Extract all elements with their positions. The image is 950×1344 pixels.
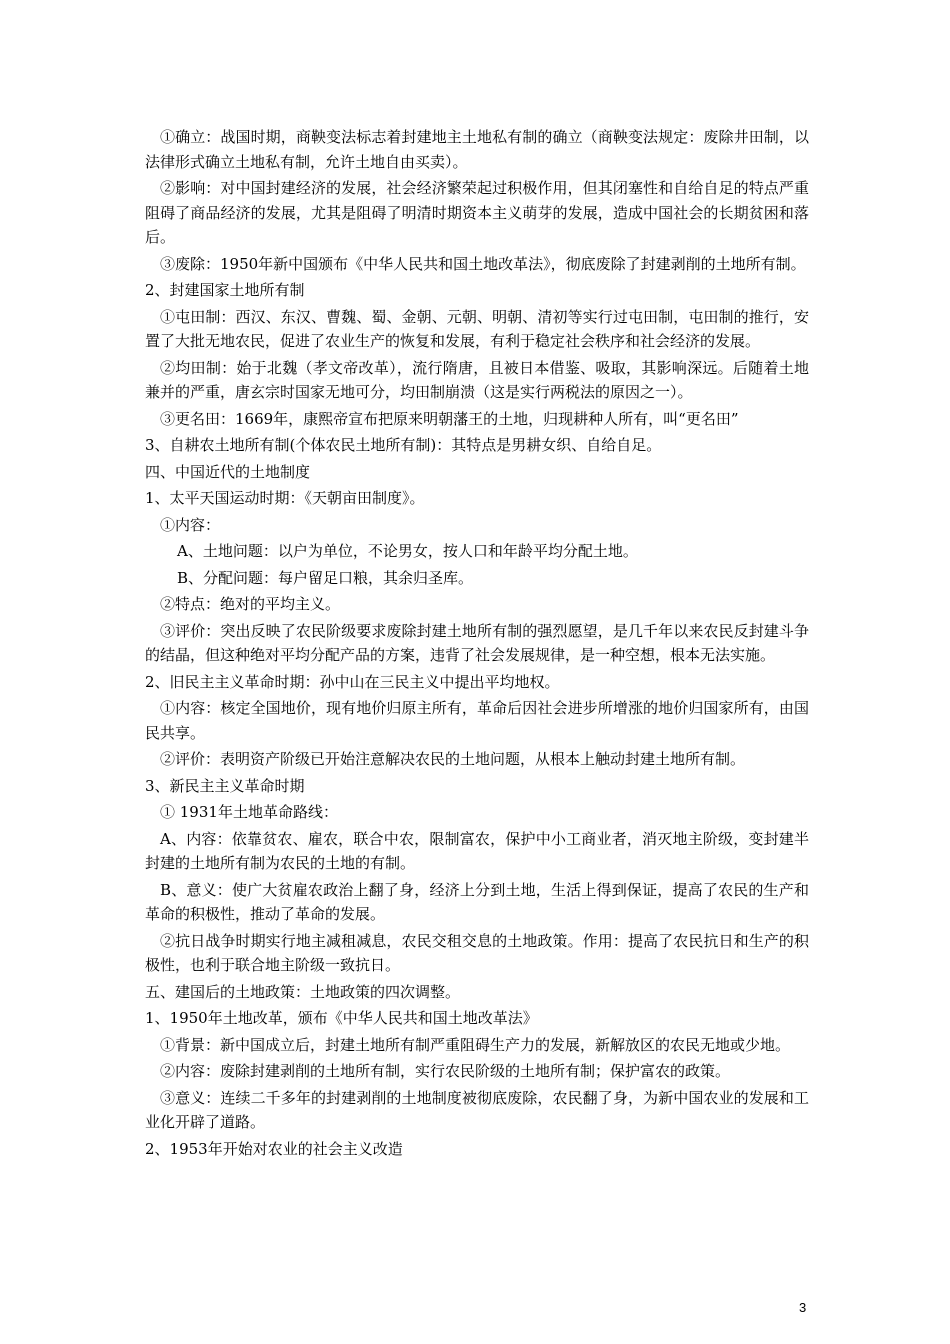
paragraph: ③意义：连续二千多年的封建剥削的土地制度被彻底废除，农民翻了身，为新中国农业的发展和工业化开辟了道路。 — [145, 1088, 809, 1131]
paragraph: ①背景：新中国成立后，封建土地所有制严重阻碍生产力的发展，新解放区的农民无地或少地。 — [160, 1035, 791, 1054]
paragraph: ②抗日战争时期实行地主减租减息，农民交租交息的土地政策。作用：提高了农民抗日和生产的积极性，也利于联合地主阶级一致抗日。 — [145, 931, 809, 974]
paragraph: ①内容： — [160, 515, 221, 534]
document-body — [145, 125, 809, 1163]
paragraph: 2、封建国家土地所有制 — [145, 281, 305, 299]
paragraph: A、土地问题：以户为单位，不论男女，按人口和年龄平均分配土地。 — [177, 542, 638, 560]
paragraph: ③废除：1950年新中国颁布《中华人民共和国土地改革法》，彻底废除了封建剥削的土地所有制。 — [160, 254, 806, 273]
paragraph: 1、太平天国运动时期：《天朝亩田制度》。 — [145, 489, 425, 507]
paragraph: ①屯田制：西汉、东汉、曹魏、蜀、金朝、元朝、明朝、清初等实行过屯田制，屯田制的推行，安置了大批无地农民，促进了农业生产的恢复和发展，有利于稳定社会秩序和社会经济的发展。 — [145, 307, 809, 350]
paragraph: 3、自耕农土地所有制(个体农民土地所有制)：其特点是男耕女织、自给自足。 — [145, 436, 662, 454]
paragraph: ①内容：核定全国地价，现有地价归原主所有，革命后因社会进步所增涨的地价归国家所有，由国民共享。 — [145, 699, 809, 742]
paragraph: 2、旧民主主义革命时期：孙中山在三民主义中提出平均地权。 — [145, 672, 560, 691]
paragraph: 五、建国后的土地政策：土地政策的四次调整。 — [145, 982, 461, 1001]
paragraph: B、分配问题：每户留足口粮，其余归圣库。 — [177, 568, 474, 587]
page-number: 3 — [799, 1300, 807, 1315]
paragraph: ① 1931年土地革命路线： — [160, 803, 338, 821]
paragraph: ②特点：绝对的平均主义。 — [160, 595, 341, 613]
paragraph: ①确立：战国时期，商鞅变法标志着封建地主土地私有制的确立（商鞅变法规定：废除井田制，以法律形式确立土地私有制，允许土地自由买卖）。 — [145, 128, 809, 171]
paragraph: B、意义：使广大贫雇农政治上翻了身，经济上分到土地，生活上得到保证，提高了农民的生产和革命的积极性，推动了革命的发展。 — [145, 880, 809, 923]
paragraph: ③评价：突出反映了农民阶级要求废除封建土地所有制的强烈愿望，是几千年以来农民反封建斗争的结晶，但这种绝对平均分配产品的方案，违背了社会发展规律，是一种空想，根本无法实施。 — [145, 621, 809, 664]
paragraph: 1、1950年土地改革，颁布《中华人民共和国土地改革法》 — [145, 1009, 538, 1027]
paragraph: 3、新民主主义革命时期 — [145, 776, 305, 795]
paragraph: ②评价：表明资产阶级已开始注意解决农民的土地问题，从根本上触动封建土地所有制。 — [160, 750, 746, 768]
paragraph: ②均田制：始于北魏（孝文帝改革），流行隋唐，且被日本借鉴、吸取，其影响深远。后随着土地兼并的严重，唐玄宗时国家无地可分，均田制崩溃（这是实行两税法的原因之一）。 — [145, 358, 809, 401]
paragraph: 四、中国近代的土地制度 — [145, 462, 311, 481]
paragraph: 2、1953年开始对农业的社会主义改造 — [145, 1139, 403, 1158]
paragraph: ③更名田：1669年，康熙帝宣布把原来明朝藩王的土地，归现耕种人所有，叫“更名田” — [160, 409, 739, 428]
paragraph: A、内容：依靠贫农、雇农，联合中农，限制富农，保护中小工商业者，消灭地主阶级，变封建半封建的土地所有制为农民的土地的有制。 — [145, 829, 809, 872]
paragraph: ②影响：对中国封建经济的发展，社会经济繁荣起过积极作用，但其闭塞性和自给自足的特点严重阻碍了商品经济的发展，尤其是阻碍了明清时期资本主义萌芽的发展，造成中国社会的长期贫困和落后。 — [145, 179, 809, 246]
paragraph: ②内容：废除封建剥削的土地所有制，实行农民阶级的土地所有制；保护富农的政策。 — [160, 1062, 731, 1080]
